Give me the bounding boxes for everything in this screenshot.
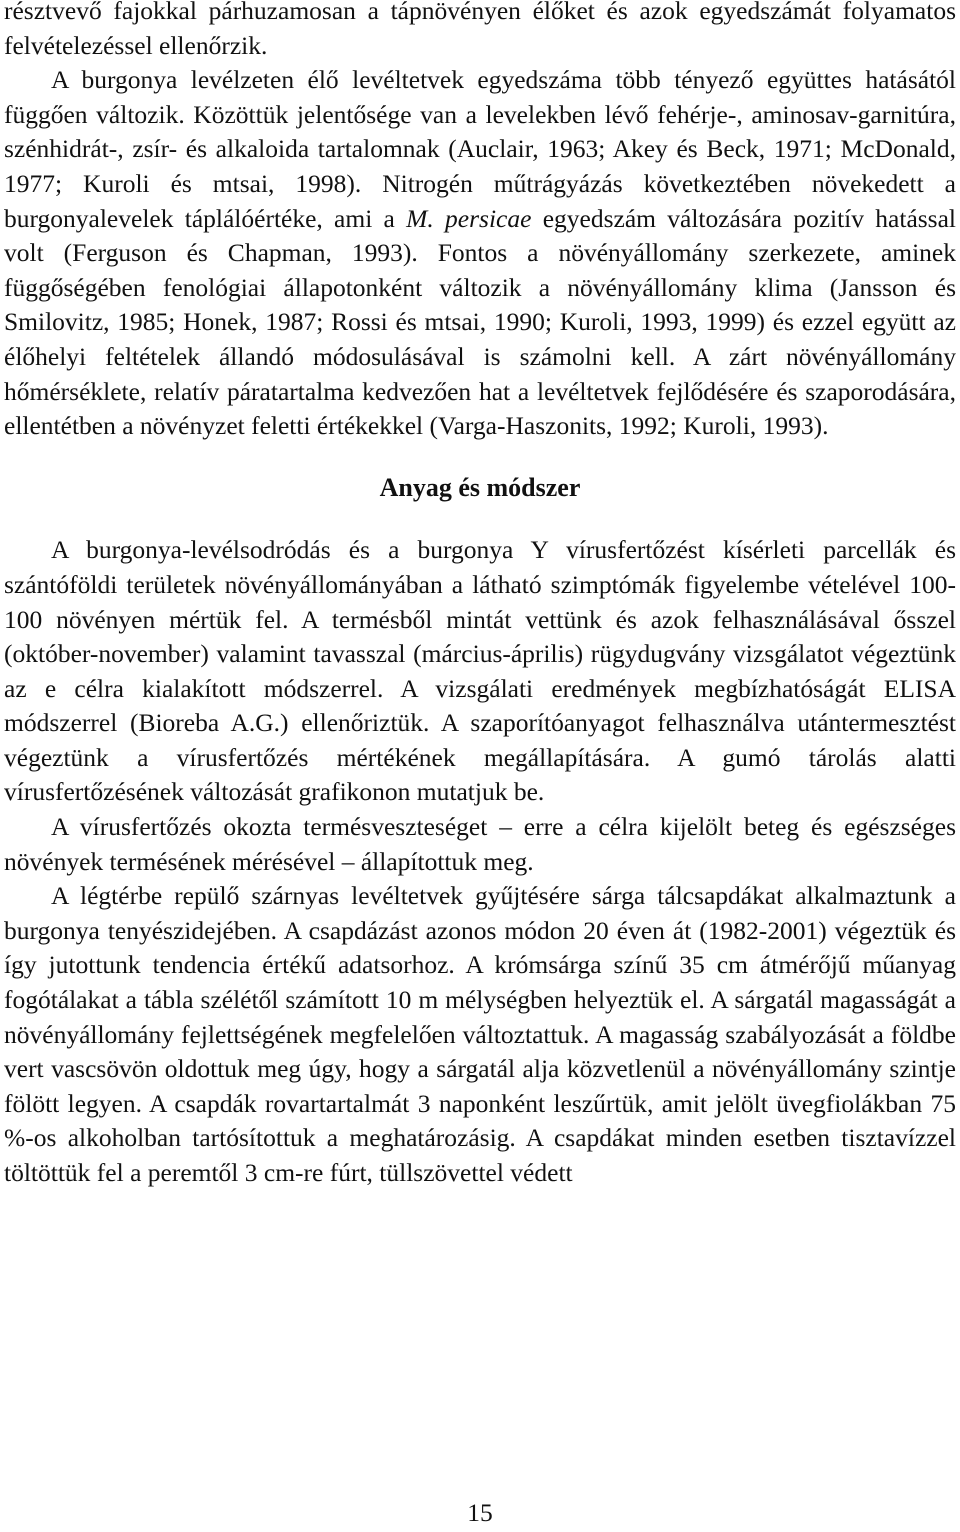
intro-paragraph-1: résztvevő fajokkal párhuzamosan a tápnövényen élőket és azok egyedszámát folyamatos felvételezéssel ellenőrzik. [4, 0, 956, 60]
intro-paragraph-2-text-a: A burgonya levélzeten élő levéltetvek egyedszáma több tényező együttes hatásától függően változik. Közöttük jelentősége van a levelekben lévő fehérje-, aminosav-garnitúra, szénhidrát-, zsír- és alkaloida tartalomnak (Auclair, 1963; Akey és Beck, 1971; McDonald, 1977; Kuroli és mtsai, 1998). Nitrogén műtrágyázás következtében növekedett a burgonyalevelek táplálóértéke, ami a [4, 65, 956, 233]
intro-paragraph-2-text-b: egyedszám változására pozitív hatással volt (Ferguson és Chapman, 1993). Fontos a növényállomány szerkezete, aminek függőségében fenológiai állapotonként változik a növényállomány klima (Jansson és Smilovitz, 1985; Honek, 1987; Rossi és mtsai, 1990; Kuroli, 1993, 1999) és ezzel együtt az élőhelyi feltételek állandó módosulásával is számolni kell. A zárt növényállomány hőmérséklete, relatív páratartalma kedvezően hat a levéltetvek fejlődésére és szaporodására, ellentétben a növényzet feletti értékekkel (Varga-Haszonits, 1992; Kuroli, 1993). [4, 203, 957, 441]
intro-paragraph-2 [4, 63, 956, 444]
species-name: M. persicae [406, 203, 532, 233]
page-number: 15 [467, 1498, 493, 1527]
section-heading: Anyag és módszer [379, 472, 581, 502]
document-page [4, 0, 956, 1191]
methods-paragraph-3: A légtérbe repülő szárnyas levéltetvek gyűjtésére sárga tálcsapdákat alkalmaztunk a burgonya tenyészidejében. A csapdázást azonos módon 20 éven át (1982-2001) végeztük és így jutottunk tendencia értékű adatsorhoz. A krómsárga színű 35 cm átmérőjű műanyag fogótálakat a tábla szélétől számított 10 m mélységben helyeztük el. A sárgatál magasságát a növényállomány fejlettségének megfelelően változtattuk. A magasság szabályozását a földbe vert vascsövön oldottuk meg úgy, hogy a sárgatál alja közvetlenül a növényállomány szintje fölött legyen. A csapdák rovartartalmát 3 naponként leszűrtük, amit jelölt üvegfiolákban 75 %-os alkoholban tartósítottuk a meghatározásig. A csapdákat minden esetben tisztavízzel töltöttük fel a peremtől 3 cm-re fúrt, tüllszövettel védett [4, 881, 956, 1187]
methods-paragraph-2: A vírusfertőzés okozta termésveszteséget – erre a célra kijelölt beteg és egészséges növények termésének mérésével – állapítottuk meg. [4, 812, 956, 876]
methods-paragraph-1: A burgonya-levélsodródás és a burgonya Y vírusfertőzést kísérleti parcellák és szántóföldi területek növényállományában a látható szimptómák figyelembe vételével 100-100 növényen mértük fel. A termésből mintát vettünk és azok felhasználásával ősszel (október-november) valamint tavasszal (március-április) rügydugvány vizsgálatot végeztünk az e célra kialakított módszerrel. A vizsgálati eredmények megbízhatóságát ELISA módszerrel (Bioreba A.G.) ellenőriztük. A szaporítóanyagot felhasználva utántermesztést végeztünk a vírusfertőzés mértékének megállapítására. A gumó tárolás alatti vírusfertőzésének változását grafikonon mutatjuk be. [4, 535, 956, 807]
